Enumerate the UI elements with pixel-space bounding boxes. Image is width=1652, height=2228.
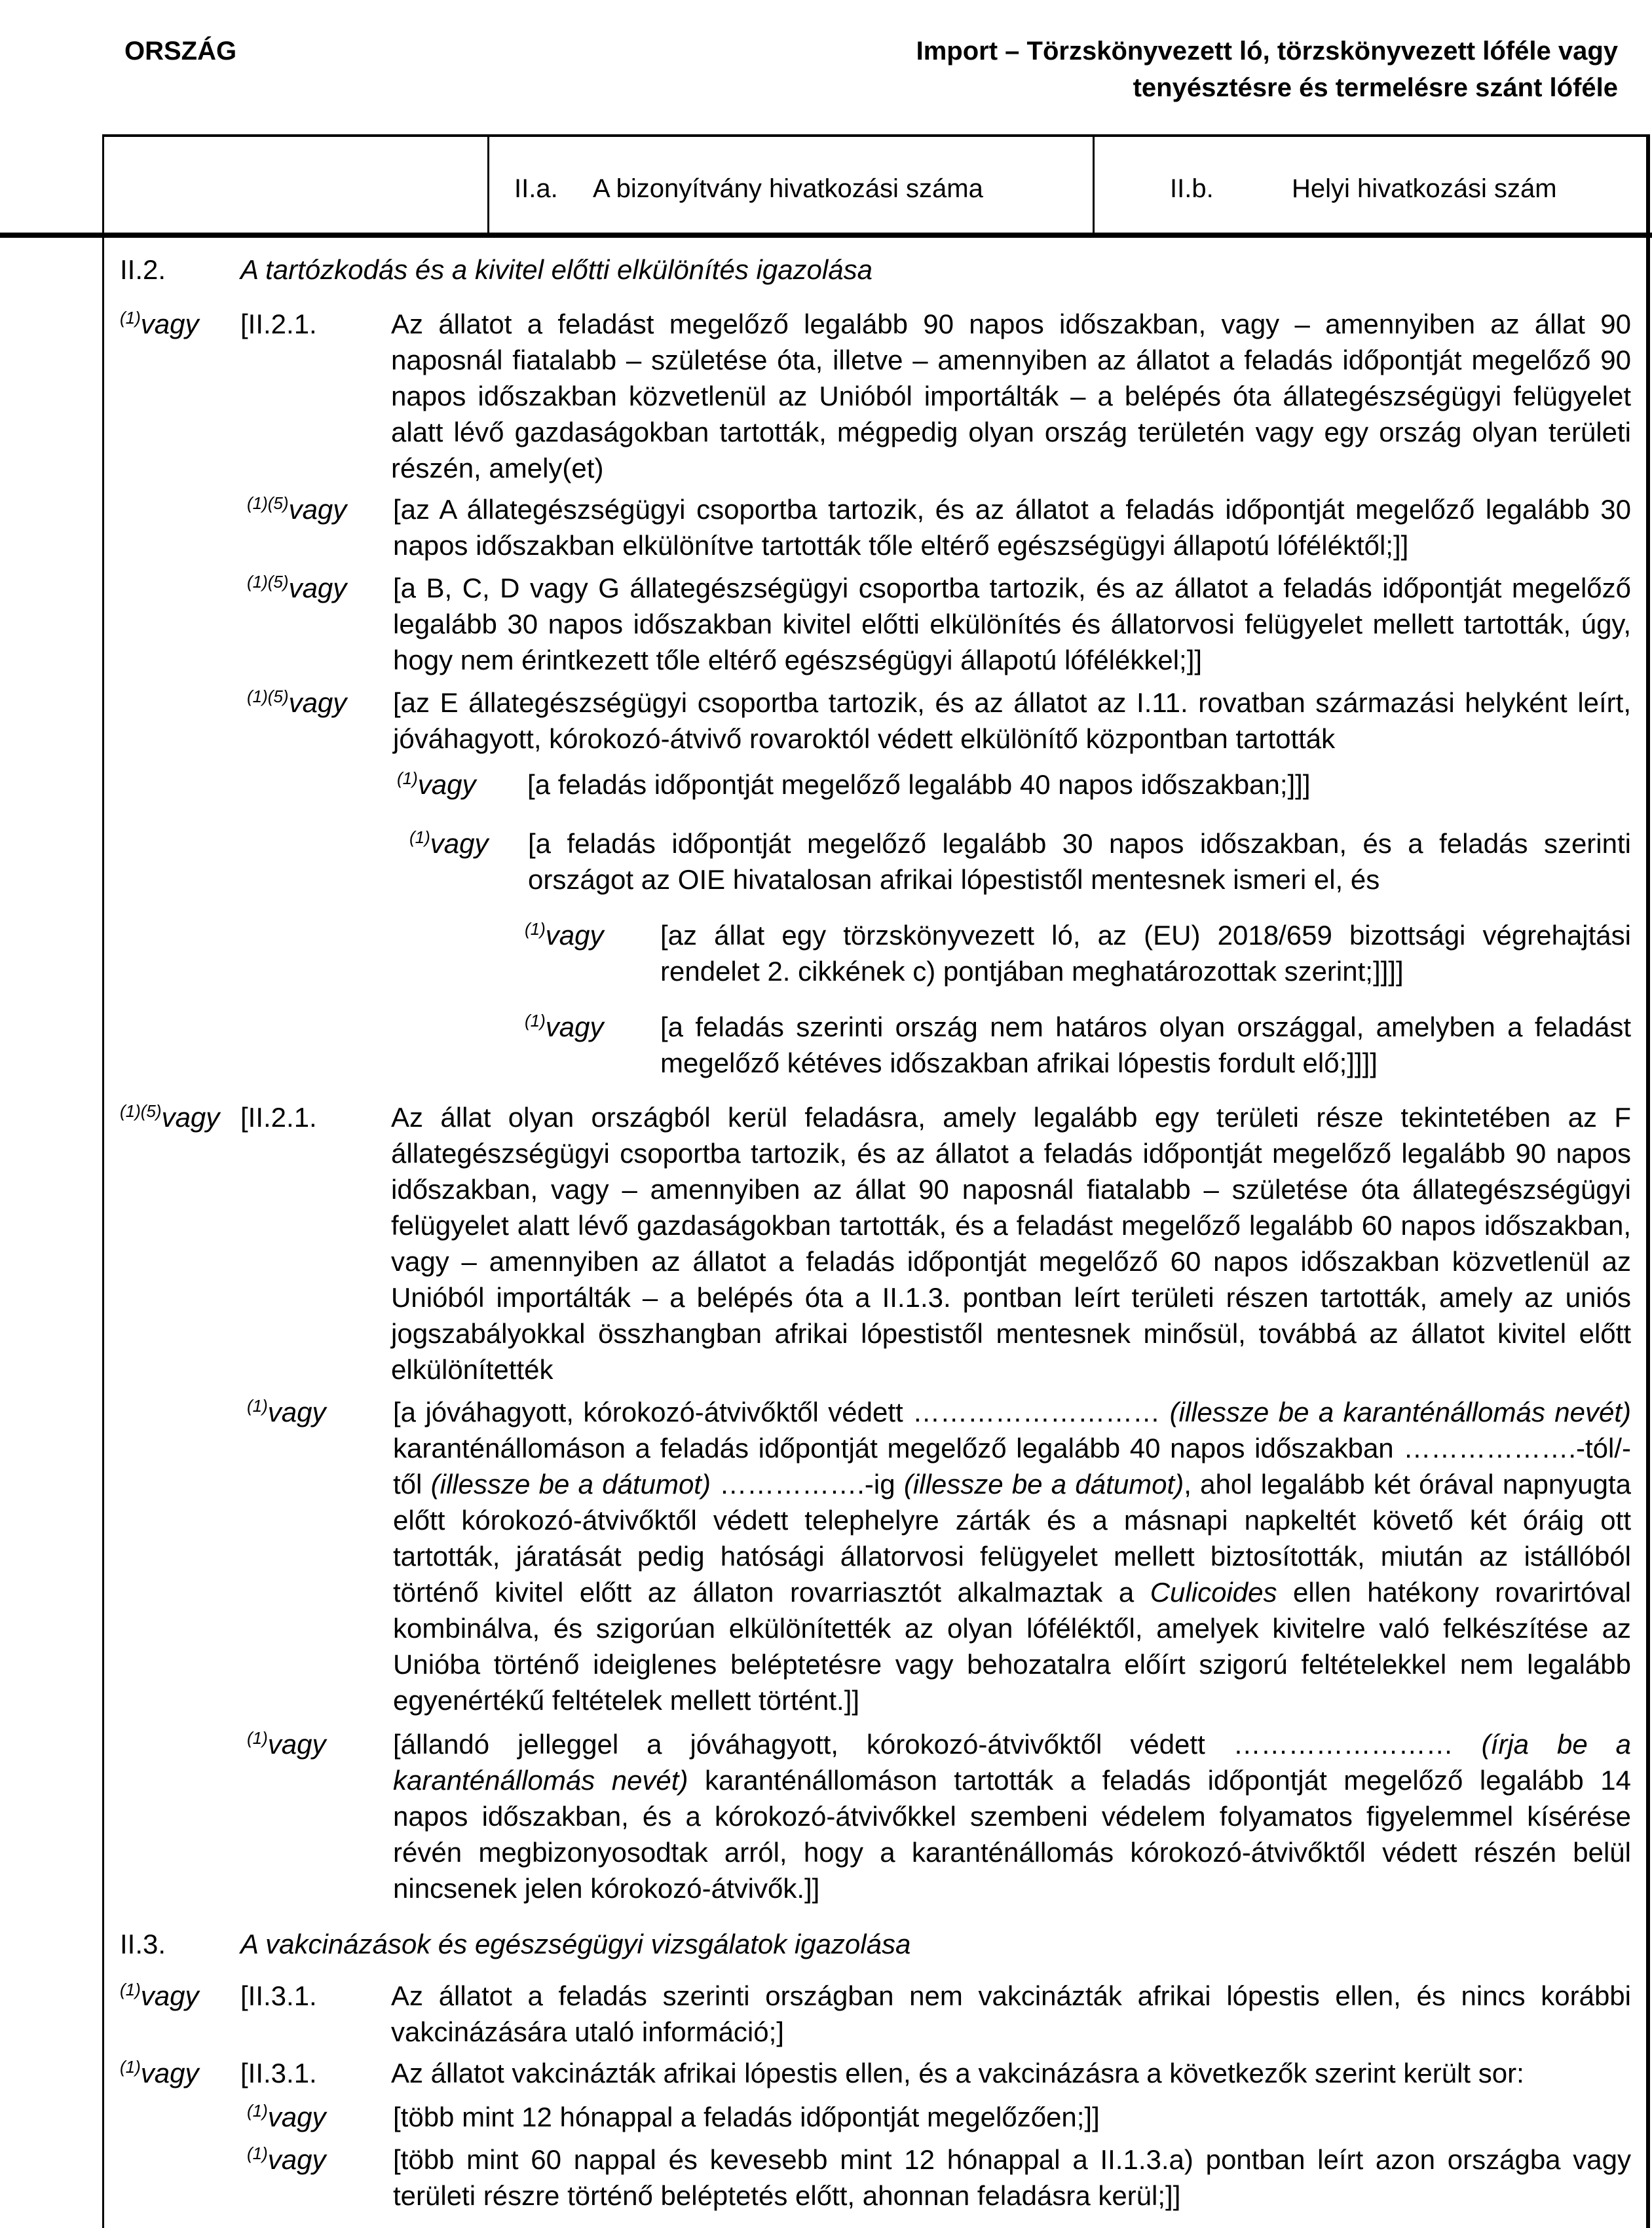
footnote-ref: (1)(5) — [120, 1101, 162, 1121]
clause-row — [0, 2099, 1652, 2135]
clause-row — [0, 1009, 1652, 1081]
section-title: A vakcinázások és egészségügyi vizsgálatok igazolása — [240, 1929, 911, 1959]
option-marker: $^{(1)}$vagy — [525, 919, 604, 951]
import-title — [236, 33, 1652, 106]
option-marker: $^{(1)}$vagy — [247, 1396, 326, 1427]
country-label: ORSZÁG — [124, 37, 237, 66]
option-marker: II.3. — [120, 1929, 166, 1959]
option-marker: $^{(1)(5)}$vagy — [120, 1101, 220, 1133]
clause-text: Az állatot vakcinázták afrikai lópestis ellen, és a vakcinázásra a következők szerint került sor: — [391, 2058, 1524, 2088]
clause-row — [0, 1394, 1652, 1718]
footnote-ref: (1) — [525, 1011, 546, 1030]
section-title: A tartózkodás és a kivitel előtti elkülönítés igazolása — [240, 254, 873, 285]
option-marker: $^{(1)}$vagy — [120, 1980, 199, 2011]
footnote-ref: (1) — [247, 2101, 268, 2121]
option-marker: $^{(1)}$vagy — [247, 1728, 326, 1760]
clause-text: [a feladás időpontját megelőző legalább 30 napos időszakban, és a feladás szerinti országot az OIE hivatalosan afrikai lópestistől mentesnek ismeri el, és — [528, 828, 1631, 895]
clause-number: [II.3.1. — [240, 1980, 317, 2011]
clause-row — [0, 2055, 1652, 2091]
clause-text: [több mint 12 hónappal a feladás időpontját megelőzően;]] — [393, 2102, 1100, 2132]
footnote-ref: (1) — [397, 768, 418, 788]
footnote-ref: (1) — [120, 1980, 141, 1999]
footnote-ref: (1) — [120, 2057, 141, 2077]
import-title-line-2: tenyésztésre és termelésre szánt lóféle — [1133, 73, 1618, 102]
option-marker: $^{(1)}$vagy — [525, 1011, 604, 1042]
footnote-ref: (1) — [247, 1728, 268, 1748]
clause-text: [a feladás szerinti ország nem határos olyan országgal, amelyben a feladást megelőző kétéves időszakban afrikai lópestis fordult elő;]]]] — [660, 1011, 1631, 1078]
clause-row — [0, 1099, 1652, 1388]
import-title-line-1: Import – Törzskönyvezett ló, törzskönyvezett lóféle vagy — [916, 37, 1618, 66]
section-heading — [0, 252, 1652, 288]
clause-text: Az állatot a feladás szerinti országban nem vakcinázták afrikai lópestis ellen, és nincs korábbi vakcinázására utaló információ;] — [391, 1980, 1631, 2047]
option-marker: $^{(1)}$vagy — [120, 2057, 199, 2088]
clause-row — [0, 1726, 1652, 1906]
option-marker: $^{(1)}$vagy — [247, 2101, 326, 2132]
clause-row — [0, 685, 1652, 757]
clause-row — [0, 2142, 1652, 2214]
footnote-ref: (1) — [525, 919, 546, 939]
clause-text: [az állat egy törzskönyvezett ló, az (EU) 2018/659 bizottsági végrehajtási rendelet 2. cikkének c) pontjában meghatározottak szerint;]]]] — [660, 920, 1631, 987]
clause-text: Az állat olyan országból kerül feladásra, amely legalább egy területi része tekintetében az F állategészségügyi csoportba tartozik, és az állatot a feladás időpontját megelőző legalább 90 napos időszakban, vagy – amennyiben az állat 90 naposnál fiatalabb – születése óta állategészségügyi felügyelet alatt lévő gazdaságokban tartották, és a feladást megelőző legalább 60 napos időszakban, vagy – amennyiben az állatot a feladás időpontját megelőző 60 napos időszakban közvetlenül az Unióból importálták – a belépés óta a II.1.3. pontban leírt területi részen tartották, amely az uniós jogszabályokkal összhangban afrikai lópestistől mentesnek minősül, továbbá az állatot kivitel előtt elkülönítették — [391, 1102, 1631, 1385]
cert-ref-label: A bizonyítvány hivatkozási száma — [593, 174, 983, 203]
option-marker: $^{(1)}$vagy — [247, 2143, 326, 2175]
clause-row — [0, 766, 1652, 802]
local-ref-code: II.b. — [1170, 174, 1214, 203]
clause-row — [0, 306, 1652, 486]
option-marker: $^{(1)}$vagy — [120, 308, 199, 339]
clause-number: [II.3.1. — [240, 2058, 317, 2088]
clause-row — [0, 570, 1652, 678]
footnote-ref: (1)(5) — [247, 572, 289, 592]
table-top-border — [102, 134, 1650, 137]
local-ref-label: Helyi hivatkozási szám — [1292, 174, 1557, 203]
clause-row — [0, 491, 1652, 563]
option-marker: $^{(1)(5)}$vagy — [247, 493, 347, 525]
option-marker: $^{(1)(5)}$vagy — [247, 687, 347, 718]
footnote-ref: (1)(5) — [247, 687, 289, 706]
table-divider-1 — [487, 134, 489, 233]
clause-text: [az E állategészségügyi csoportba tartozik, és az állatot az I.11. rovatban származási helyként leírt, jóváhagyott, kórokozó-átvivő rovaroktól védett elkülönítő központban tartották — [393, 687, 1631, 754]
cert-ref-code: II.a. — [514, 174, 558, 203]
footnote-ref: (1)(5) — [247, 493, 289, 513]
footnote-ref: (1) — [247, 1396, 268, 1416]
clause-text: [a feladás időpontját megelőző legalább 40 napos időszakban;]]] — [527, 769, 1311, 800]
footnote-ref: (1) — [247, 2143, 268, 2163]
table-divider-2 — [1093, 134, 1095, 233]
section-heading — [0, 1926, 1652, 1962]
certificate-body — [0, 237, 1652, 2214]
footnote-ref: (1) — [120, 308, 141, 328]
clause-text: [állandó jelleggel a jóváhagyott, kórokozó-átvivőktől védett …………………… (írja be a karanténállomás nevét) karanténállomáson tartották a feladás időpontját megelőző legalább 14 napos időszakban, és a kórokozó-átvivőkkel szembeni védelem folyamatos figyelemmel kísérése révén megbizonyosodtak arról, hogy a karanténállomás kórokozó-átvivőktől védett részén belül nincsenek jelen kórokozó-átvivők.]] — [393, 1729, 1631, 1904]
clause-row — [0, 1978, 1652, 2050]
option-marker: II.2. — [120, 254, 166, 285]
option-marker: $^{(1)}$vagy — [409, 827, 489, 859]
option-marker: $^{(1)(5)}$vagy — [247, 572, 347, 603]
clause-text: Az állatot a feladást megelőző legalább 90 napos időszakban, vagy – amennyiben az állat 90 naposnál fiatalabb – születése óta, illetve – amennyiben az állatot a feladás időpontját megelőző 90 napos időszakban közvetlenül az Unióból importálták – a belépés óta állategészségügyi felügyelet alatt lévő gazdaságokban tartották, mégpedig olyan ország területén vagy egy ország olyan területi részén, amely(et) — [391, 309, 1631, 483]
clause-text: [a jóváhagyott, kórokozó-átvivőktől védett ……………………… (illessze be a karanténállomás nevét) karanténállomáson a feladás időpontját megelőző legalább 40 napos időszakban ……………….-tól/-től (illessze be a dátumot) …………….-ig (illessze be a dátumot), ahol legalább két órával napnyugta előtt kórokozó-átvivőktől védett telephelyre zárták és a másnapi napkeltét követő két óráig ott tartották, járatását pedig hatósági állatorvosi felügyelet mellett biztosították, miután az istállóból történő kivitel előtt az állaton rovarriasztót alkalmaztak a Culicoides ellen hatékony rovarirtóval kombinálva, és szigorúan elkülönítették az olyan lóféléktől, amelyek kivitelre való felkészítése az Unióba történő ideiglenes beléptetésre vagy behozatalra előírt szigorú feltételekkel nem legalább egyenértékű feltételek mellett történt.]] — [393, 1397, 1632, 1716]
clause-text: [a B, C, D vagy G állategészségügyi csoportba tartozik, és az állatot a feladás időpontját megelőző legalább 30 napos időszakban kivitel előtti elkülönítés és állatorvosi felügyelet mellett tartották, úgy, hogy nem érintkezett tőle eltérő egészségügyi állapotú lófélékkel;]] — [393, 573, 1631, 675]
clause-text: [az A állategészségügyi csoportba tartozik, és az állatot a feladás időpontját megelőző legalább 30 napos időszakban elkülönítve tartották tőle eltérő egészségügyi állapotú lóféléktől;]] — [393, 494, 1631, 561]
clause-number: [II.2.1. — [240, 309, 317, 339]
clause-text: [több mint 60 nappal és kevesebb mint 12 hónappal a II.1.3.a) pontban leírt azon országba vagy területi részre történő beléptetés előtt, ahonnan feladásra kerül;]] — [393, 2144, 1631, 2211]
footnote-ref: (1) — [409, 827, 430, 847]
clause-number: [II.2.1. — [240, 1102, 317, 1133]
clause-row — [0, 825, 1652, 897]
option-marker: $^{(1)}$vagy — [397, 768, 476, 800]
page-header — [0, 33, 1652, 106]
clause-row — [0, 917, 1652, 989]
